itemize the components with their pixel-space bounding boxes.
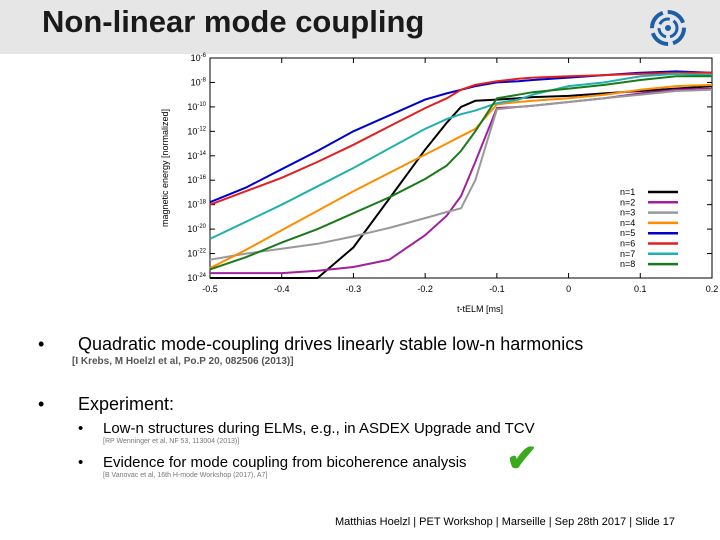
legend-label: n=8 [620, 259, 636, 270]
checkmark-icon: ✔ [506, 438, 538, 480]
bullet-marker: • [38, 394, 45, 414]
x-tick-label: -0.5 [202, 284, 218, 294]
bullet-text: Quadratic mode-coupling drives linearly stable low-n harmonics [78, 334, 584, 354]
reference-krebs: [I Krebs, M Hoelzl et al, Po.P 20, 082506 (2013)] [72, 356, 294, 367]
y-tick-label: $10^{-16}$ [187, 175, 206, 186]
x-tick-label: -0.3 [345, 284, 362, 294]
x-tick-label: -0.1 [489, 284, 505, 294]
y-tick-label: $10^{-22}$ [187, 248, 206, 259]
y-tick-label: $10^{-10}$ [187, 101, 206, 112]
bullet-text: Experiment: [78, 394, 175, 414]
reference-wenninger: [RP Wenninger et al, NF 53, 113004 (2013)] [103, 438, 240, 445]
y-tick-label: $10^{-12}$ [187, 126, 206, 137]
slide-title: Non-linear mode coupling [42, 4, 425, 39]
legend-label: n=3 [620, 207, 636, 218]
legend-label: n=4 [620, 217, 636, 228]
slide-header [0, 0, 720, 54]
series-line-n8 [210, 76, 712, 269]
series-line-n3 [210, 90, 712, 260]
subbullet-marker: • [78, 420, 84, 437]
legend-label: n=1 [620, 187, 636, 197]
subbullet-text: Low-n structures during ELMs, e.g., in ASDEX Upgrade and TCV [103, 420, 535, 437]
x-tick-label: -0.4 [273, 284, 290, 294]
reference-vanovac: [B Vanovac et al, 16th H-mode Workshop (2017), A7] [103, 472, 268, 479]
energy-chart [150, 50, 720, 320]
series-line-n6 [210, 73, 712, 208]
series-line-n2 [210, 89, 712, 274]
subbullet-text: Evidence for mode coupling from bicoherence analysis [103, 454, 467, 471]
x-tick-label: 0.2 [705, 284, 719, 294]
legend-label: n=2 [620, 197, 636, 208]
x-tick-label: 0 [566, 284, 572, 294]
series-line-n7 [210, 74, 712, 239]
y-tick-label: $10^{-8}$ [190, 77, 206, 88]
slide-footer: Matthias Hoelzl | PET Workshop | Marseille | Sep 28th 2017 | Slide 17 [335, 516, 675, 528]
y-tick-label: $10^{-18}$ [187, 199, 206, 210]
x-axis-label: t-tELM [ms] [456, 304, 504, 314]
legend-label: n=5 [620, 228, 636, 239]
y-tick-label: $10^{-24}$ [187, 273, 206, 283]
x-tick-label: -0.2 [417, 284, 433, 294]
y-tick-label: $10^{-14}$ [187, 150, 206, 161]
x-tick-label: 0.1 [634, 284, 647, 294]
bullet-marker: • [38, 334, 45, 354]
institute-logo-icon [648, 8, 688, 48]
y-tick-label: $10^{-20}$ [187, 224, 206, 235]
legend-label: n=6 [620, 238, 636, 249]
y-axis-label: magnetic energy [normalized] [160, 108, 170, 228]
legend-label: n=7 [620, 248, 636, 259]
subbullet-marker: • [78, 454, 84, 471]
y-tick-label: $10^{-6}$ [190, 53, 206, 63]
